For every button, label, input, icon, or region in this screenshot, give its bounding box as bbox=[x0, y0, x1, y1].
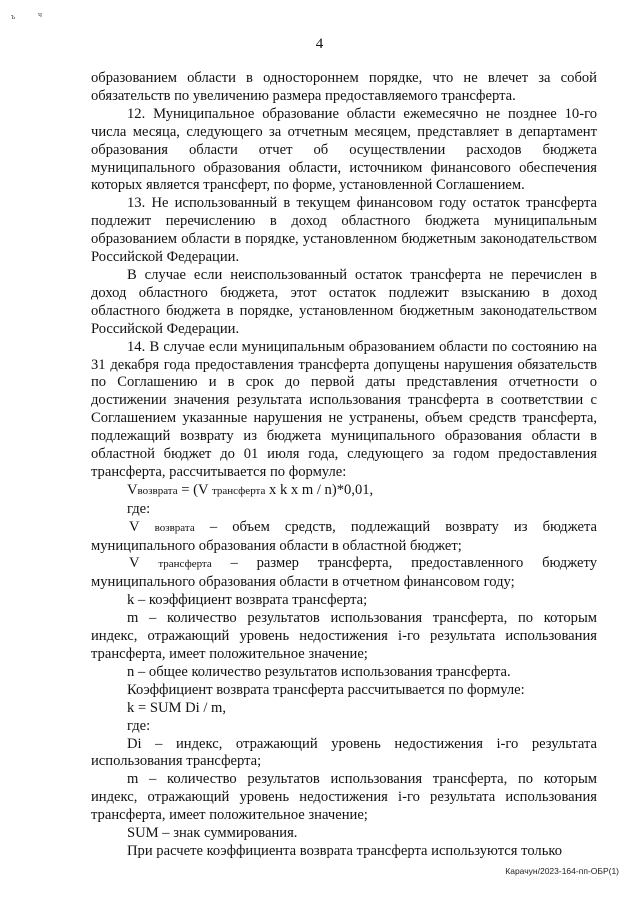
coefficient-intro: Коэффициент возврата трансферта рассчитывается по формуле: bbox=[127, 681, 525, 698]
paragraph-13-continuation: В случае если неиспользованный остаток трансферта не перечислен в доход областного бюджета, этот остаток подлежит взысканию в доход областного бюджета в порядке, установленном бюджетным законодательством Российской Федерации. bbox=[91, 266, 597, 337]
def-v-sub-return: возврата bbox=[154, 521, 195, 534]
paragraph-13: 13. Не использованный в текущем финансовом году остаток трансферта подлежит перечислению в доход областного бюджета муниципальным образованием области в порядке, установленном бюджетным законодательством Российской Федерации. bbox=[91, 195, 597, 266]
definition-n: n – общее количество результатов использования трансферта. bbox=[127, 663, 511, 680]
formula-sub-transfer: трансферта bbox=[211, 484, 266, 497]
def-v-transfer-text: – размер трансферта, предоставленного бюджету муниципального образования области в отчетном финансовом году; bbox=[91, 555, 597, 591]
paragraph-14: 14. В случае если муниципальным образованием области по состоянию на 31 декабря года предоставления трансферта допущены нарушения обязательств по Соглашению и в срок до первой даты представления отчетности о достижении значения результата использования трансферта в соответствии с Соглашением указанные нарушения не устранены, объем средств трансферта, подлежащий возврату из бюджета муниципального образования области в областной бюджет до 01 июля года, следующего за годом предоставления трансферта, рассчитывается по формуле: bbox=[91, 338, 597, 480]
definition-m-second: m – количество результатов использования трансферта, по которым индекс, отражающий уровень недостижения i-го результата использования трансферта, имеет положительное значение; bbox=[91, 771, 597, 824]
document-code-footer: Карачун/2023-164-пп-ОБР(1) bbox=[505, 866, 619, 876]
scan-mark-right: ч bbox=[38, 10, 43, 19]
scan-mark-left: ъ bbox=[11, 12, 16, 21]
definition-v-transfer bbox=[91, 555, 597, 592]
def-v-symbol: V bbox=[129, 555, 140, 572]
definition-k: k – коэффициент возврата трансферта; bbox=[127, 592, 368, 609]
formula-eq-open: = (V bbox=[177, 481, 212, 498]
paragraph-last-line: При расчете коэффициента возврата трансферта используются только bbox=[127, 842, 563, 859]
paragraph-continuation: образованием области в одностороннем порядке, что не влечет за собой обязательств по увеличению размера предоставляемого трансферта. bbox=[91, 70, 597, 104]
formula-sub-return: возврата bbox=[137, 484, 178, 497]
definition-v-return bbox=[91, 519, 597, 556]
definition-m: m – количество результатов использования трансферта, по которым индекс, отражающий уровень недостижения i-го результата использования трансферта, имеет положительное значение; bbox=[91, 610, 597, 662]
formula-return-amount bbox=[91, 482, 597, 501]
def-v-sub-transfer: трансферта bbox=[158, 558, 212, 571]
def-v-return-text: – объем средств, подлежащий возврату из бюджета муниципального образования области в областной бюджет; bbox=[91, 518, 597, 554]
page-number: 4 bbox=[315, 36, 324, 52]
definition-sum: SUM – знак суммирования. bbox=[127, 825, 298, 842]
formula-coefficient: k = SUM Di / m, bbox=[127, 699, 227, 716]
formula-v-symbol: V bbox=[127, 481, 138, 498]
def-v-symbol: V bbox=[129, 518, 140, 535]
where-label: где: bbox=[127, 500, 151, 517]
paragraph-12: 12. Муниципальное образование области ежемесячно не позднее 10-го числа месяца, следующего за отчетным месяцем, представляет в департамент образования области отчет об осуществлении расходов бюджета муниципального образования области, источником финансового обеспечения которых является трансферт, по форме, установленной Соглашением. bbox=[91, 105, 597, 194]
formula-tail: x k x m / n)*0,01, bbox=[265, 481, 374, 498]
where-label: где: bbox=[127, 717, 151, 734]
definition-di: Di – индекс, отражающий уровень недостижения i-го результата использования трансферта; bbox=[91, 735, 597, 770]
document-body bbox=[91, 70, 597, 861]
